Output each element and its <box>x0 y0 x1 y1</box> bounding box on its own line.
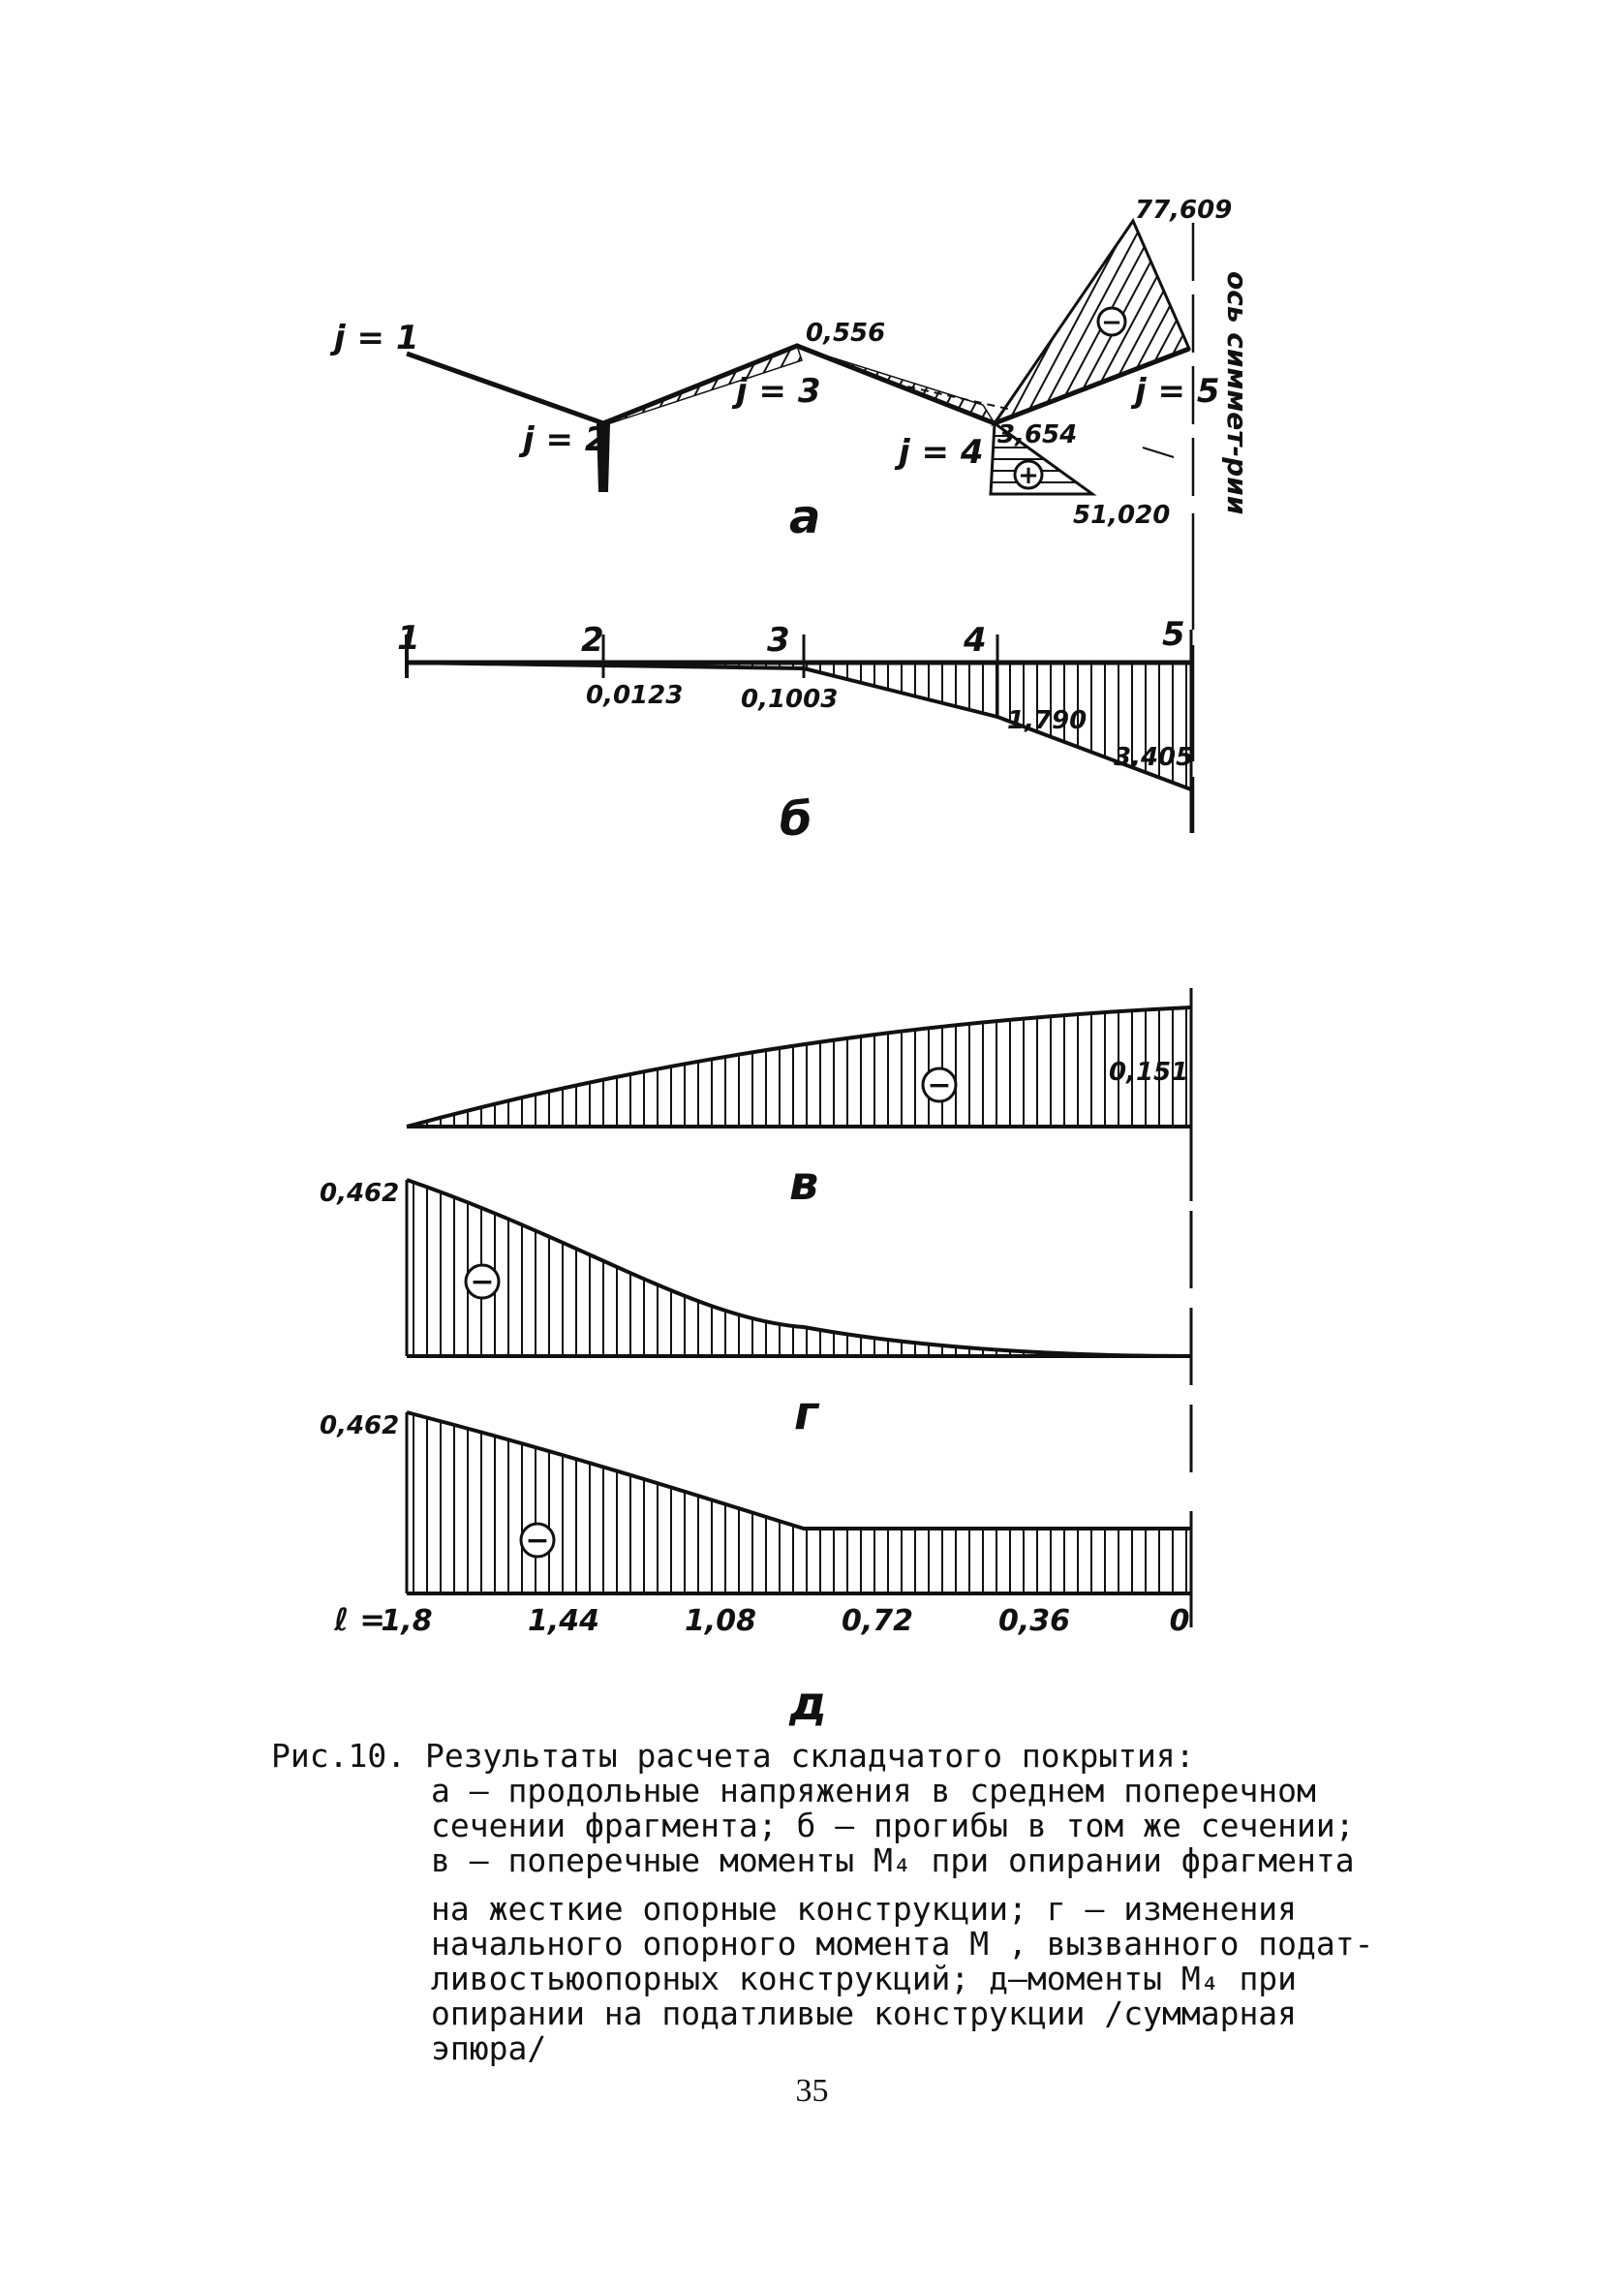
diagram-d-letter: д <box>789 1677 827 1731</box>
node-number-5: 5 <box>1162 615 1185 654</box>
value-b-2: 0,1003 <box>741 685 839 714</box>
caption-line: в – поперечные моменты М₄ при опирании фрагмента <box>431 1841 1355 1879</box>
caption-line: на жесткие опорные конструкции; г – изменения <box>431 1890 1298 1928</box>
caption-line: опирании на податливые конструкции /суммарная <box>431 1994 1298 2032</box>
leader-line <box>1143 448 1174 457</box>
axis-tick-label: 0,36 <box>997 1604 1071 1638</box>
sign-text: + <box>1018 461 1039 490</box>
value-g: 0,462 <box>320 1179 400 1208</box>
diagram-d <box>320 1411 1191 1731</box>
moment-area-v <box>407 1007 1191 1127</box>
minus-sign-upper <box>1098 308 1125 337</box>
node-number-1: 1 <box>397 619 420 658</box>
minus-sign-d <box>521 1524 554 1558</box>
value-node4: 3,654 <box>997 420 1078 449</box>
caption-title: Результаты расчета складчатого покрытия: <box>424 1737 1195 1775</box>
diagram-a-letter: а <box>789 490 821 544</box>
diagram-b-letter: б <box>780 792 812 847</box>
node-number-2: 2 <box>581 621 604 660</box>
axis-prefix: ℓ = <box>334 1601 386 1638</box>
page-number: 35 <box>795 2073 829 2109</box>
caption-label: Рис.10. <box>271 1737 407 1775</box>
value-b-3: 1,790 <box>1007 706 1088 735</box>
node-label-4: j = 4 <box>899 433 984 472</box>
symmetry-axis-label: ось симмет-рии <box>1221 271 1253 515</box>
plus-sign-lower <box>1015 461 1042 490</box>
node-number-3: 3 <box>767 621 790 660</box>
sign-text: − <box>1101 308 1122 337</box>
node-number-4: 4 <box>964 621 987 660</box>
axis-tick-label: 1,08 <box>684 1604 757 1638</box>
value-b-1: 0,0123 <box>586 681 684 710</box>
sign-text: − <box>470 1265 495 1299</box>
diagram-v-letter: в <box>789 1157 819 1211</box>
node-label-1: j = 1 <box>334 319 419 357</box>
figure-caption <box>271 1739 1433 2066</box>
sign-text: − <box>927 1068 952 1102</box>
value-b-4: 3,405 <box>1114 743 1194 772</box>
value-v: 0,151 <box>1109 1058 1189 1087</box>
node-label-5: j = 5 <box>1135 372 1220 411</box>
diagram-g-letter: г <box>794 1386 819 1440</box>
axis-tick-label: 1,44 <box>527 1604 600 1638</box>
value-bottom: 51,020 <box>1073 501 1171 530</box>
caption-line: начального опорного момента М , вызванного подат- <box>431 1925 1374 1963</box>
diagram-b <box>397 615 1193 847</box>
axis-tick-label: 0 <box>1169 1604 1190 1638</box>
diagram-v <box>407 988 1191 1211</box>
minus-sign-v <box>923 1068 956 1102</box>
caption-line: эпюра/ <box>431 2029 547 2067</box>
caption-line: сечении фрагмента; б – прогибы в том же сечении; <box>431 1807 1355 1844</box>
axis-tick-label: 0,72 <box>841 1604 914 1638</box>
value-top-peak: 0,556 <box>806 319 886 348</box>
node-label-2: j = 2 <box>523 420 608 459</box>
minus-sign-g <box>466 1265 499 1299</box>
value-d: 0,462 <box>320 1411 400 1440</box>
sign-text: − <box>525 1524 550 1558</box>
value-max-top: 77,609 <box>1135 196 1233 225</box>
node-label-3: j = 3 <box>736 372 821 411</box>
caption-line: а – продольные напряжения в среднем поперечном <box>431 1772 1316 1809</box>
caption-line: ливостьюопорных конструкций; д–моменты М₄ при <box>431 1960 1298 1997</box>
axis-tick-label: 1,8 <box>381 1604 433 1638</box>
caption-line <box>271 1739 1433 1774</box>
